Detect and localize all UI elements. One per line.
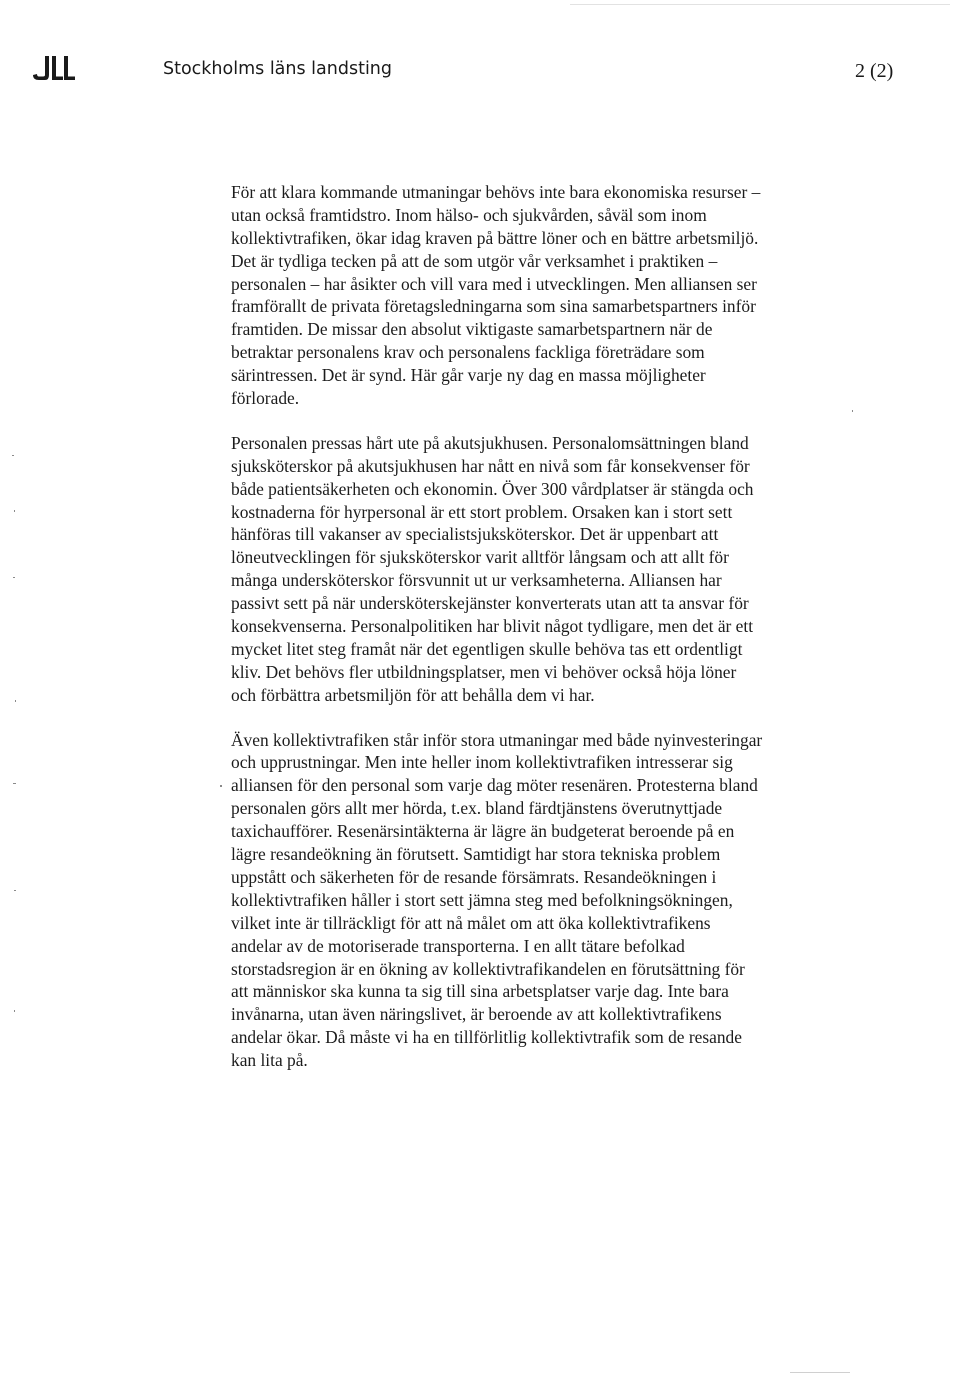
scan-artifact bbox=[15, 700, 16, 702]
body-text bbox=[231, 181, 831, 1094]
text-line: mycket litet steg framåt när det egentligen skulle behöva tas ett ordentligt bbox=[231, 638, 743, 659]
text-line: kollektivtrafiken håller i stort sett jämna steg med befolkningsökningen, bbox=[231, 889, 733, 910]
text-line: och förbättra arbetsmiljön för att behålla dem vi har. bbox=[231, 684, 595, 705]
text-line: andelar ökar. Då måste vi ha en tillförlitlig kollektivtrafik som de resande bbox=[231, 1027, 742, 1048]
text-line: Det är tydliga tecken på att de som utgör vår verksamhet i praktiken – bbox=[231, 250, 718, 271]
text-line: personalen görs allt mer hörda, t.ex. bland färdtjänstens överutnyttjade bbox=[231, 798, 723, 819]
text-line: många undersköterskor försvunnit ut ur verksamheterna. Alliansen har bbox=[231, 570, 722, 591]
text-line: framtiden. De missar den absolut viktigaste samarbetspartnern när de bbox=[231, 319, 713, 340]
text-line: kostnaderna för hyrpersonal är ett stort problem. Orsaken kan i stort sett bbox=[231, 501, 733, 522]
text-line: För att klara kommande utmaningar behövs inte bara ekonomiska resurser – bbox=[231, 182, 761, 202]
scan-artifact bbox=[13, 783, 16, 784]
scan-artifact bbox=[13, 577, 15, 578]
scan-artifact bbox=[12, 455, 14, 456]
sll-logo-mark bbox=[30, 48, 160, 84]
text-line: andelar av de motoriserade transporterna. I en allt tätare befolkad bbox=[231, 935, 685, 956]
text-line: både patientsäkerheten och ekonomin. Över 300 vårdplatser är stängda och bbox=[231, 478, 754, 499]
text-line: personalen – har åsikter och vill vara med i utvecklingen. Men alliansen ser bbox=[231, 273, 757, 294]
text-line: kan lita på. bbox=[231, 1050, 308, 1071]
text-line: uppstått och säkerheten för de resande försämrats. Resandeökningen i bbox=[231, 866, 717, 887]
text-line: alliansen för den personal som varje dag möter resenären. Protesterna bland bbox=[231, 775, 758, 796]
text-line: passivt sett på när undersköterskejänster konverterats utan att ta ansvar för bbox=[231, 593, 749, 614]
text-line: förlorade. bbox=[231, 388, 300, 409]
scan-artifact bbox=[14, 890, 16, 891]
page-header bbox=[0, 0, 960, 110]
text-line: sjuksköterskor på akutsjukhusen har nått en nivå som får konsekvenser för bbox=[231, 455, 750, 476]
scan-artifact bbox=[14, 510, 15, 512]
sll-logo bbox=[30, 48, 160, 84]
paragraph-1 bbox=[231, 181, 831, 410]
text-line: kollektivtrafiken, ökar idag kraven på bättre löner och en bättre arbetsmiljö. bbox=[231, 227, 759, 248]
paragraph-2 bbox=[231, 432, 831, 707]
paragraph-3 bbox=[231, 729, 831, 1072]
text-line: löneutvecklingen för sjuksköterskor varit alltför långsam och att allt för bbox=[231, 547, 729, 568]
text-line: konsekvenserna. Personalpolitiken har blivit något tydligare, men det är ett bbox=[231, 616, 754, 637]
text-line: kliv. Det behövs fler utbildningsplatser, men vi behöver också höja löner bbox=[231, 661, 737, 682]
text-line: och upprustningar. Men inte heller inom kollektivtrafiken intresserar sig bbox=[231, 752, 733, 773]
text-line: lägre resandeökning än förutsett. Samtidigt har stora tekniska problem bbox=[231, 844, 721, 865]
scan-artifact bbox=[14, 1010, 15, 1012]
text-line: särintressen. Det är synd. Här går varje ny dag en massa möjligheter bbox=[231, 365, 706, 386]
text-line: hänföras till vakanser av specialistsjuksköterskor. Det är uppenbart att bbox=[231, 524, 719, 545]
text-line: taxichaufförer. Resenärsintäkterna är lägre än budgeterat beroende på en bbox=[231, 821, 735, 842]
scan-artifact bbox=[570, 4, 950, 5]
scan-artifact bbox=[790, 1372, 850, 1373]
text-line: utan också framtidstro. Inom hälso- och sjukvården, såväl som inom bbox=[231, 204, 707, 225]
text-line: vilket inte är tillräckligt för att nå målet om att öka kollektivtrafikens bbox=[231, 912, 711, 933]
text-line: invånarna, utan även näringslivet, är beroende av att kollektivtrafikens bbox=[231, 1004, 722, 1025]
text-line: Även kollektivtrafiken står inför stora utmaningar med både nyinvesteringar bbox=[231, 729, 763, 750]
page-number: 2 (2) bbox=[855, 60, 894, 82]
scan-artifact bbox=[852, 410, 853, 412]
text-line: Personalen pressas hårt ute på akutsjukhusen. Personalomsättningen bland bbox=[231, 432, 749, 453]
text-line: betraktar personalens krav och personalens fackliga företrädare som bbox=[231, 342, 705, 363]
organization-name: Stockholms läns landsting bbox=[163, 59, 393, 79]
scan-artifact bbox=[220, 785, 222, 787]
text-line: att människor ska kunna ta sig till sina arbetsplatser varje dag. Inte bara bbox=[231, 981, 729, 1002]
text-line: framförallt de privata företagsledningarna som sina samarbetspartners inför bbox=[231, 296, 756, 317]
text-line: storstadsregion är en ökning av kollektivtrafikandelen en förutsättning för bbox=[231, 958, 745, 979]
